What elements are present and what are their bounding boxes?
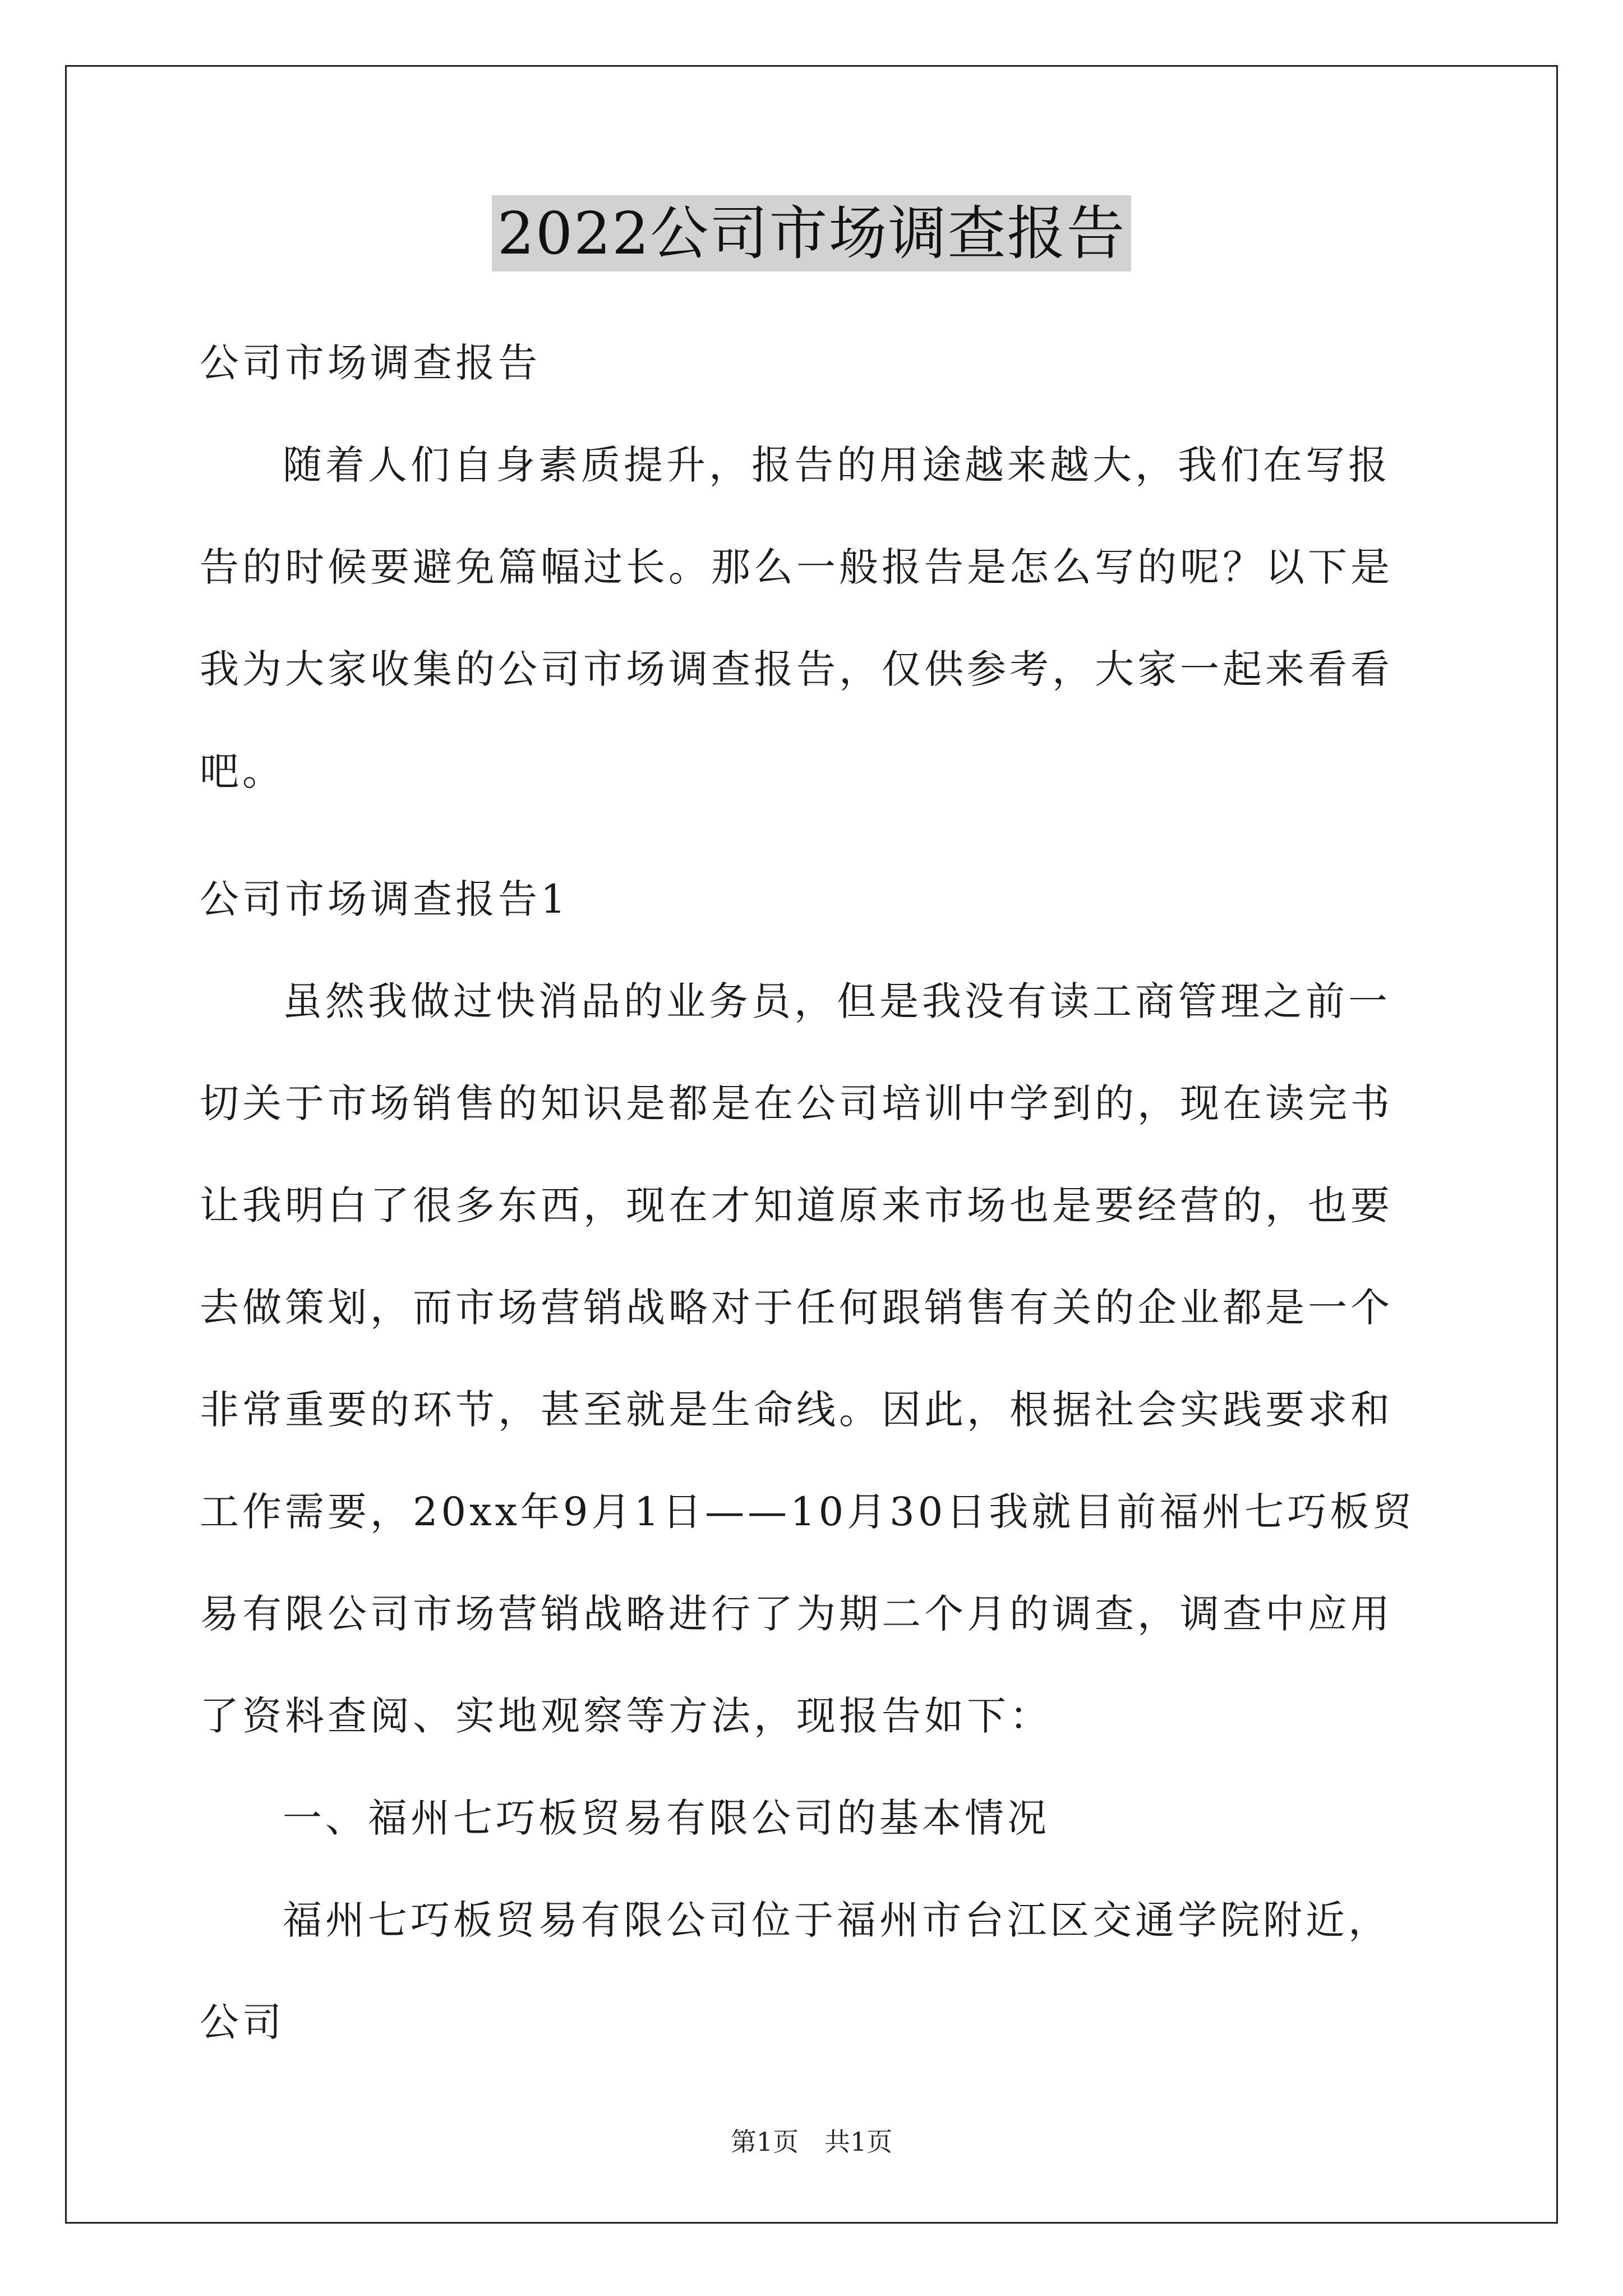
page-footer: 第1页 共1页 [730, 2127, 893, 2157]
subheading: 一、福州七巧板贸易有限公司的基本情况 [283, 1795, 1050, 1841]
body-paragraph: 虽然我做过快消品的业务员，但是我没有读工商管理之前一切关于市场销售的知识是都是在公司培训中学到的，现在读完书让我明白了很多东西，现在才知道原来市场也是要经营的，也要去做策划，而市场营销战略对于任何跟销售有关的企业都是一个非常重要的环节，甚至就是生命线。因此，根据社会实践要求和工作需要，20xx年9月1日——10月30日我就目前福州七巧板贸易有限公司市场营销战略进行了为期二个月的调查，调查中应用了资料查阅、实地观察等方法，现报告如下： [200, 978, 1415, 1739]
document-title-wrapper [0, 195, 1623, 272]
subtitle: 公司市场调查报告 [200, 340, 541, 386]
intro-paragraph: 随着人们自身素质提升，报告的用途越来越大，我们在写报告的时候要避免篇幅过长。那么一般报告是怎么写的呢？以下是我为大家收集的公司市场调查报告，仅供参考，大家一起来看看吧。 [200, 442, 1393, 794]
body-paragraph-2: 福州七巧板贸易有限公司位于福州市台江区交通学院附近，公司 [200, 1897, 1391, 2045]
section-heading: 公司市场调查报告1 [200, 876, 569, 922]
document-title: 2022公司市场调查报告 [492, 195, 1132, 272]
